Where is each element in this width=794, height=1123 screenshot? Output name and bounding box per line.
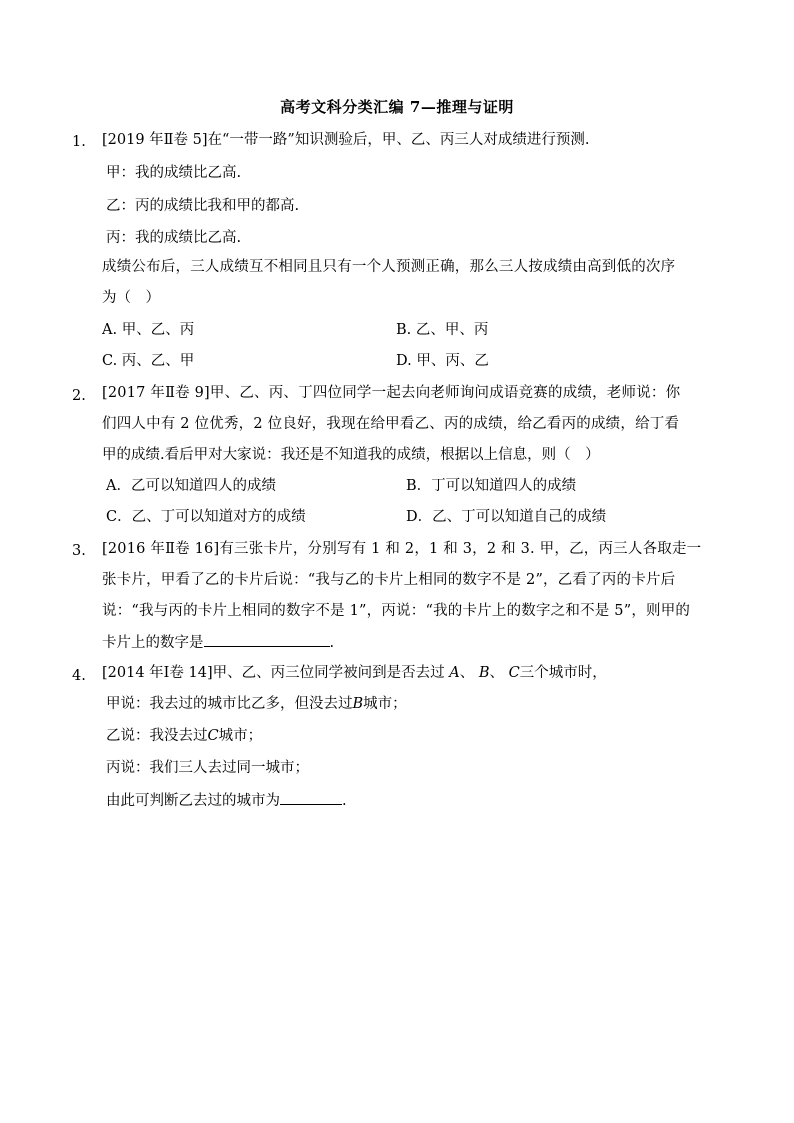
answer-prompt: 由此可判断乙去过的城市为 (106, 793, 280, 809)
statement-text: 城市； (218, 728, 263, 744)
question-stem-line: 张卡片，甲看了乙的卡片后说：“我与乙的卡片上相同的数字不是 2”，乙看了丙的卡片后 (102, 572, 676, 588)
option-b: B. 乙、甲、丙 (396, 322, 489, 338)
stem-text: [2014 年Ⅰ卷 14]甲、乙、丙三位同学被问到是否去过 (102, 665, 445, 681)
answer-blank[interactable] (204, 632, 330, 647)
answer-line (102, 632, 334, 653)
statement-jia: 甲：我的成绩比乙高. (106, 165, 242, 181)
city-a: A (449, 665, 460, 681)
answer-period: . (329, 635, 335, 651)
question-condition: 成绩公布后，三人成绩互不相同且只有一个人预测正确，那么三人按成绩由高到低的次序 (102, 259, 676, 275)
question-stem (102, 663, 607, 683)
statement-text: 城市； (363, 696, 407, 712)
question-stem: [2017 年Ⅱ卷 9]甲、乙、丙、丁四位同学一起去向老师询问成语竞赛的成绩，老师说：你 (102, 385, 681, 401)
question-condition-end: 为（ ） (102, 290, 160, 306)
statement-jia (106, 694, 407, 714)
question-stem-line: 甲的成绩.看后甲对大家说：我还是不知道我的成绩，根据以上信息，则（ ） (102, 447, 600, 463)
option-c: C．乙、丁可以知道对方的成绩 (106, 509, 306, 525)
statement-text: 甲说：我去过的城市比乙多，但没去过 (106, 696, 353, 712)
question-number: 4. (72, 668, 86, 684)
question-stem-line: 们四人中有 2 位优秀，2 位良好，我现在给甲看乙、丙的成绩，给乙看丙的成绩，给丁看 (102, 416, 680, 432)
city-c: C (508, 665, 520, 681)
option-b: B．丁可以知道四人的成绩 (406, 478, 577, 494)
question-number: 1. (72, 134, 86, 150)
city-c: C (207, 728, 219, 744)
statement-yi (106, 726, 262, 746)
question-number: 3. (72, 543, 86, 559)
answer-prompt: 卡片上的数字是 (102, 635, 204, 651)
answer-line (106, 790, 347, 811)
separator: 、 (459, 665, 475, 681)
question-number: 2. (72, 388, 86, 404)
option-a: A. 甲、乙、丙 (102, 322, 195, 338)
stem-text: 三个城市时， (519, 665, 607, 681)
option-a: A．乙可以知道四人的成绩 (106, 478, 276, 494)
statement-text: 乙说：我没去过 (106, 728, 208, 744)
city-b: B (478, 665, 490, 681)
city-b: B (352, 696, 364, 712)
separator: 、 (489, 665, 504, 681)
answer-period: . (342, 793, 347, 809)
statement-bing: 丙说：我们三人去过同一城市； (106, 760, 309, 776)
question-stem: [2019 年Ⅱ卷 5]在“一带一路”知识测验后，甲、乙、丙三人对成绩进行预测. (102, 132, 590, 148)
statement-bing: 丙：我的成绩比乙高. (106, 230, 242, 246)
answer-blank[interactable] (280, 790, 342, 805)
question-stem-line: 说：“我与丙的卡片上相同的数字不是 1”，丙说：“我的卡片上的数字之和不是 5”，则甲的 (102, 603, 691, 619)
option-d: D．乙、丁可以知道自己的成绩 (406, 509, 607, 525)
question-stem: [2016 年Ⅱ卷 16]有三张卡片，分别写有 1 和 2，1 和 3，2 和 3. 甲，乙，丙三人各取走一 (102, 541, 702, 557)
statement-yi: 乙：丙的成绩比我和甲的都高. (106, 198, 300, 214)
option-d: D. 甲、丙、乙 (396, 353, 489, 369)
option-c: C. 丙、乙、甲 (102, 353, 195, 369)
page-title: 高考文科分类汇编 7—推理与证明 (280, 98, 514, 116)
